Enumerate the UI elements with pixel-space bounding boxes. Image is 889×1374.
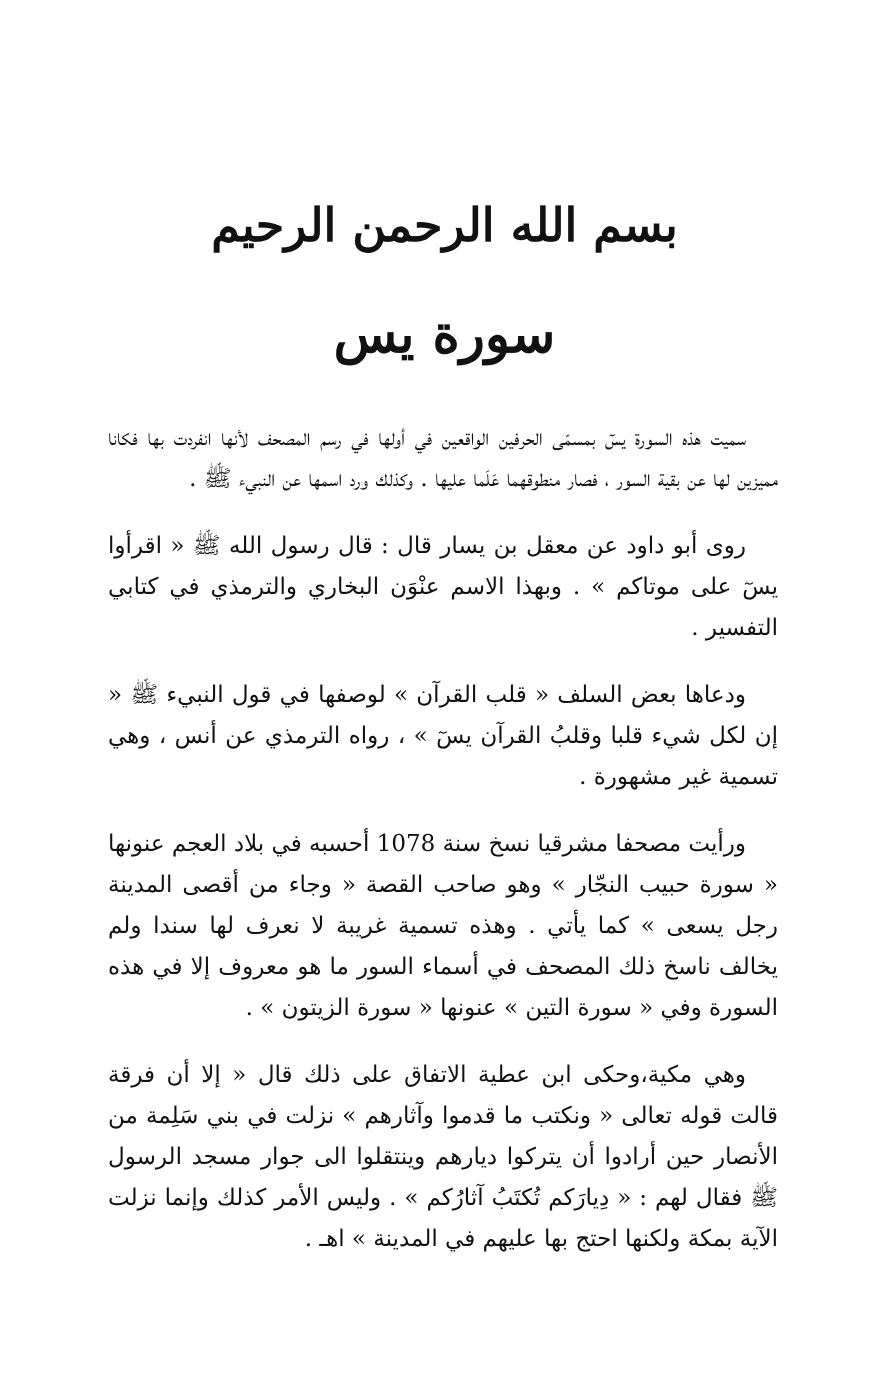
paragraph-heart-of-quran: ودعاها بعض السلف « قلب القرآن » لوصفها في قول النبيء ﷺ « إن لكل شيء قلبا وقلبُ القرآن يسٓ » ، رواه الترمذي عن أنس ، وهي تسمية غير مشهورة . [108,682,778,790]
paragraph-naming: سميت هذه السورة يسٓ بمسمّى الحرفين الواقعين في أولها في رسم المصحف لأنها انفردت بها فكانا مميزين لها عن بقية السور ، فصار منطوقهما عَلَما عليها . وكذلك ورد اسمها عن النبيء ﷺ . [108,425,778,492]
body-text [108,418,778,1286]
paragraph-eastern-mushaf: ورأيت مصحفا مشرقيا نسخ سنة 1078 أحسبه في بلاد العجم عنونها « سورة حبيب النجّار » وهو صاحب القصة « وجاء من أقصى المدينة رجل يسعى » كما يأتي . وهذه تسمية غريبة لا نعرف لها سندا ولم يخالف ناسخ ذلك المصحف في أسماء السور ما هو معروف إلا في هذه السورة وفي « سورة التين » عنونها « سورة الزيتون » . [108,831,778,1021]
surah-title: سورة يس [333,304,556,365]
paragraph-abu-dawud-hadith: روى أبو داود عن معقل بن يسار قال : قال رسول الله ﷺ « اقرأوا يسٓ على موتاكم » . وبهذا الاسم عنْوَن البخاري والترمذي في كتابي التفسير . [108,533,778,641]
basmala-heading: بسم الله الرحمن الرحيم [211,198,678,252]
paragraph-meccan: وهي مكية،وحكى ابن عطية الاتفاق على ذلك قال « إلا أن فرقة قالت قوله تعالى « ونكتب ما قدموا وآثارهم » نزلت في بني سَلِمة من الأنصار حين أرادوا أن يتركوا ديارهم وينتقلوا الى جوار مسجد الرسول ﷺ فقال لهم : « دِيارَكم تُكتَبُ آثارُكم » . وليس الأمر كذلك وإنما نزلت الآية بمكة ولكنها احتج بها عليهم في المدينة » اهـ . [108,1062,778,1252]
